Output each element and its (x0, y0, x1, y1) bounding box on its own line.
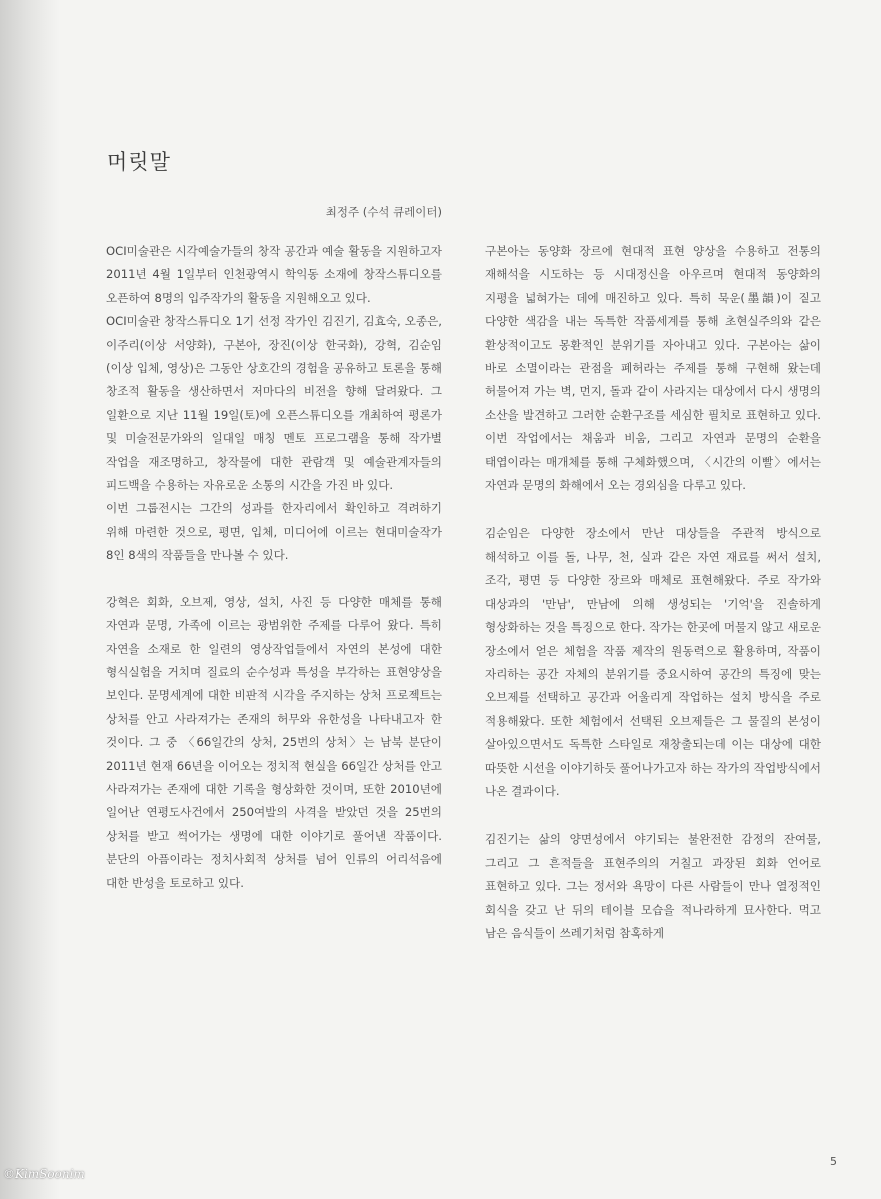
page-title: 머릿말 (107, 150, 171, 174)
paragraph-studio-artists: OCI미술관 창작스튜디오 1기 선정 작가인 김진기, 김효숙, 오종은, 이주리(이상 서양화), 구본아, 장진(이상 한국화), 강혁, 김순임(이상 입체, 영상)은 그동안 상호간의 경험을 공유하고 토론을 통해 창조적 활동을 생산하면서 저마다의 비전을 향해 달려왔다. 그 일환으로 지난 11월 19일(토)에 오픈스튜디오를 개최하여 평론가 및 미술전문가와의 일대일 매칭 멘토 프로그램을 통해 작가별 작업을 재조명하고, 창작물에 대한 관람객 및 예술관계자들의 피드백을 수용하는 자유로운 소통의 시간을 가진 바 있다. (106, 314, 442, 493)
right-column (485, 240, 821, 945)
paragraph-koo-bon-a: 구본아는 동양화 장르에 현대적 표현 양상을 수용하고 전통의 재해석을 시도하는 등 시대정신을 아우르며 현대적 동양화의 지평을 넓혀가는 데에 매진하고 있다. 특히 묵운(墨韻)이 짙고 다양한 색감을 내는 독특한 작품세계를 통해 초현실주의와 같은 환상적이고도 몽환적인 분위기를 자아내고 있다. 구본아는 삶이 바로 소멸이라는 관점을 폐허라는 주제를 통해 구현해 왔는데 허물어져 가는 벽, 먼지, 돌과 같이 사라지는 대상에서 다시 생명의 소산을 발견하고 그러한 순환구조를 세심한 필치로 표현하고 있다. 이번 작업에서는 채움과 비움, 그리고 자연과 문명의 순환을 태엽이라는 매개체를 통해 구체화했으며, 〈시간의 이빨〉에서는 자연과 문명의 화해에서 오는 경외심을 다루고 있다. (485, 244, 821, 493)
left-column (106, 240, 442, 895)
book-gutter-shadow (0, 0, 60, 1199)
author-line: 최정주 (수석 큐레이터) (325, 205, 442, 219)
paragraph-kim-soon-im: 김순임은 다양한 장소에서 만난 대상들을 주관적 방식으로 해석하고 이를 돌, 나무, 천, 실과 같은 자연 재료를 써서 설치, 조각, 평면 등 다양한 장르와 매체로 표현해왔다. 주로 작가와 대상과의 '만남', 만남에 의해 생성되는 '기억'을 진솔하게 형상화하는 것을 특징으로 한다. 작가는 한곳에 머물지 않고 새로운 장소에서 얻은 체험을 작품 제작의 원동력으로 활용하며, 작품이 자리하는 공간 자체의 분위기를 중요시하여 공간의 특징에 맞는 오브제를 선택하고 공간과 어울리게 작업하는 설치 방식을 주로 적용해왔다. 또한 체험에서 선택된 오브제들은 그 물질의 본성이 살아있으면서도 독특한 스타일로 재창출되는데 이는 대상에 대한 따뜻한 시선을 이야기하듯 풀어나가고자 하는 작가의 작업방식에서 나온 결과이다. (485, 526, 821, 798)
paragraph-kang-hyuk: 강혁은 회화, 오브제, 영상, 설치, 사진 등 다양한 매체를 통해 자연과 문명, 가족에 이르는 광범위한 주제를 다루어 왔다. 특히 자연을 소재로 한 일련의 영상작업들에서 자연의 본성에 대한 형식실험을 거치며 질료의 순수성과 특성을 부각하는 표현양상을 보인다. 문명세계에 대한 비판적 시각을 주지하는 상처 프로젝트는 상처를 안고 사라져가는 존재의 허무와 유한성을 나타내고자 한 것이다. 그 중 〈66일간의 상처, 25번의 상처〉는 남북 분단이 2011년 현재 66년을 이어오는 정치적 현실을 66일간 상처를 안고 사라져가는 존재에 대한 기록을 형상화한 것이며, 또한 2010년에 일어난 연평도사건에서 250여발의 사격을 받았던 것을 25번의 상처를 받고 썩어가는 생명에 대한 이야기로 풀어낸 작품이다. 분단의 아픔이라는 정치사회적 상처를 넘어 인류의 어리석음에 대한 반성을 토로하고 있다. (106, 594, 442, 890)
page-number: 5 (830, 1155, 837, 1168)
paragraph-group-exhibition: 이번 그룹전시는 그간의 성과를 한자리에서 확인하고 격려하기 위해 마련한 것으로, 평면, 입체, 미디어에 이르는 현대미술작가 8인 8색의 작품들을 만나볼 수 있다. (106, 501, 442, 563)
paragraph-intro-oci: OCI미술관은 시각예술가들의 창작 공간과 예술 활동을 지원하고자 2011년 4월 1일부터 인천광역시 학익동 소재에 창작스튜디오를 오픈하여 8명의 입주작가의 활동을 지원해오고 있다. (106, 244, 442, 305)
paragraph-kim-jin-ki: 김진기는 삶의 양면성에서 야기되는 불완전한 감정의 잔여물, 그리고 그 흔적들을 표현주의의 거칠고 과장된 회화 언어로 표현하고 있다. 그는 정서와 욕망이 다른 사람들이 만나 열정적인 회식을 갖고 난 뒤의 테이블 모습을 적나라하게 묘사한다. 먹고 남은 음식들이 쓰레기처럼 참혹하게 (485, 832, 821, 940)
watermark: ©KimSoonim (3, 1167, 85, 1181)
